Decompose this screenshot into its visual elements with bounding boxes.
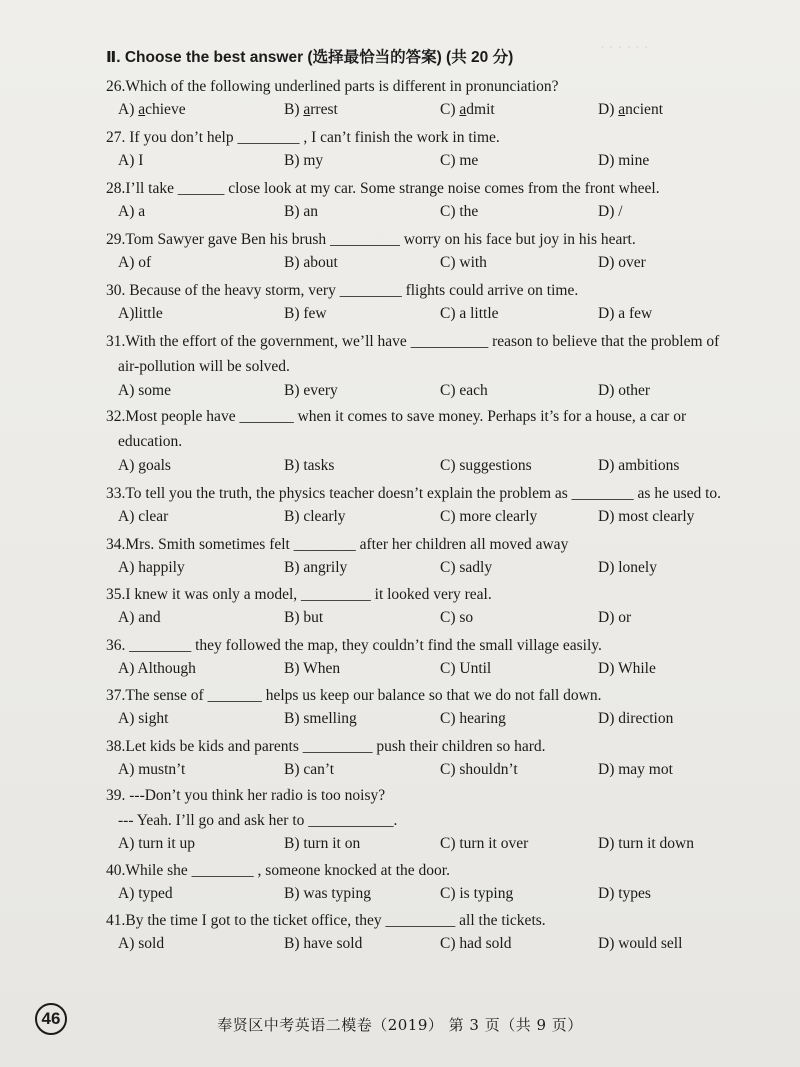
answer-option xyxy=(440,457,532,475)
option-label: A) mustn’t xyxy=(118,761,186,778)
option-label: A) clear xyxy=(118,508,169,525)
stem-text-after: , someone knocked at the door. xyxy=(257,862,450,879)
reply-text: --- Yeah. I’ll go and ask her to xyxy=(118,812,305,829)
answer-option xyxy=(440,203,478,221)
answer-blank: _________ xyxy=(302,738,373,755)
option-label: D) a few xyxy=(598,305,653,322)
stem-text: 41.By the time I got to the ticket office, they xyxy=(106,912,382,929)
option-label: A)little xyxy=(118,305,163,322)
question-stem xyxy=(106,229,746,251)
answer-blank: ______ xyxy=(177,180,225,197)
answer-option xyxy=(284,660,340,678)
option-label: B) every xyxy=(284,382,338,399)
option-label: B) have sold xyxy=(284,935,363,952)
answer-option xyxy=(118,152,143,170)
answer-option xyxy=(598,101,663,119)
answer-option xyxy=(284,609,323,627)
answer-options xyxy=(118,382,738,404)
question-stem-continued xyxy=(118,356,758,378)
answer-option xyxy=(284,835,360,853)
answer-options xyxy=(118,101,738,123)
option-label: B) turn it on xyxy=(284,835,361,852)
option-label: D) turn it down xyxy=(598,835,695,852)
answer-blank: ________ xyxy=(191,862,254,879)
option-label: A) xyxy=(118,101,139,118)
option-label: A) and xyxy=(118,609,161,626)
answer-options xyxy=(118,508,738,530)
option-label: D) xyxy=(598,101,619,118)
stem-text-after: they followed the map, they couldn’t find the small village easily. xyxy=(195,637,602,654)
answer-option xyxy=(598,660,656,678)
stem-text: 36. xyxy=(106,637,126,654)
answer-options xyxy=(118,935,738,957)
option-label: D) lonely xyxy=(598,559,657,576)
answer-option xyxy=(440,885,513,903)
answer-option xyxy=(118,559,185,577)
answer-option xyxy=(118,305,163,323)
page-badge: 46 xyxy=(35,1003,67,1035)
answer-blank: ___________ xyxy=(308,812,394,829)
question-stem xyxy=(106,910,746,932)
option-label: C) turn it over xyxy=(440,835,529,852)
option-label: C) me xyxy=(440,152,479,169)
answer-option xyxy=(598,559,657,577)
answer-options xyxy=(118,152,738,174)
answer-option xyxy=(284,101,338,119)
answer-option xyxy=(440,660,491,678)
answer-option xyxy=(284,935,362,953)
stem-text: 35.I knew it was only a model, xyxy=(106,586,298,603)
answer-options xyxy=(118,203,738,225)
stem-text: 26.Which of the following underlined parts is different in pronunciation? xyxy=(106,78,559,95)
answer-option xyxy=(284,761,334,779)
option-label: C) Until xyxy=(440,660,492,677)
option-label: B) but xyxy=(284,609,324,626)
answer-option xyxy=(118,382,171,400)
answer-option xyxy=(598,254,646,272)
option-label: D) may mot xyxy=(598,761,673,778)
answer-option xyxy=(118,508,168,526)
underlined-letter: a xyxy=(303,101,311,118)
question-stem xyxy=(106,785,746,807)
option-label: A) of xyxy=(118,254,152,271)
option-label: D) direction xyxy=(598,710,674,727)
option-label: B) was typing xyxy=(284,885,371,902)
question-stem xyxy=(106,76,746,98)
answer-option xyxy=(598,457,679,475)
option-label: B) smelling xyxy=(284,710,357,727)
option-label: C) the xyxy=(440,203,479,220)
answer-option xyxy=(118,609,161,627)
option-label: A) sight xyxy=(118,710,169,727)
answer-option xyxy=(440,101,495,119)
answer-blank: _________ xyxy=(330,231,400,248)
option-label: B) my xyxy=(284,152,324,169)
answer-option xyxy=(598,203,623,221)
option-label: C) more clearly xyxy=(440,508,538,525)
answer-option xyxy=(598,152,649,170)
option-label: D) most clearly xyxy=(598,508,695,525)
question-stem xyxy=(106,127,746,149)
option-label: C) so xyxy=(440,609,474,626)
answer-options xyxy=(118,559,738,581)
stem-text-after: reason to believe that the problem of xyxy=(492,333,720,350)
underlined-letter: a xyxy=(618,101,626,118)
answer-option xyxy=(118,935,164,953)
stem-text-after: flights could arrive on time. xyxy=(405,282,579,299)
option-label: D) mine xyxy=(598,152,650,169)
answer-options xyxy=(118,885,738,907)
question-stem xyxy=(106,736,746,758)
option-label-rest: ncient xyxy=(625,101,663,118)
stem-text: 31.With the effort of the government, we’ll have xyxy=(106,333,407,350)
answer-option xyxy=(284,382,338,400)
option-label: D) types xyxy=(598,885,651,902)
option-label: C) shouldn’t xyxy=(440,761,518,778)
option-label: A) sold xyxy=(118,935,165,952)
question-stem xyxy=(106,584,746,606)
option-label: B) clearly xyxy=(284,508,346,525)
answer-blank: _______ xyxy=(239,408,294,425)
answer-option xyxy=(118,203,145,221)
answer-option xyxy=(118,660,196,678)
page-footer xyxy=(0,1014,800,1035)
answer-option xyxy=(284,508,346,526)
answer-option xyxy=(118,761,185,779)
answer-option xyxy=(598,935,682,953)
question-stem-continued xyxy=(118,431,758,453)
option-label-rest: rrest xyxy=(310,101,338,118)
answer-option xyxy=(118,835,195,853)
answer-option xyxy=(440,559,492,577)
question-stem xyxy=(106,685,746,707)
option-label: C) is typing xyxy=(440,885,514,902)
option-label-rest: dmit xyxy=(466,101,495,118)
stem-text: 27. If you don’t help xyxy=(106,129,234,146)
option-label: C) with xyxy=(440,254,487,271)
answer-option xyxy=(440,835,528,853)
stem-text: 40.While she xyxy=(106,862,188,879)
option-label: B) angrily xyxy=(284,559,348,576)
bleed-through-text: · · · · · · xyxy=(600,40,649,56)
footer-text: 奉贤区中考英语二模卷（2019） 第 3 页（共 9 页） xyxy=(217,1016,583,1034)
stem-text-after: close look at my car. Some strange noise comes from the front wheel. xyxy=(228,180,660,197)
option-label: A) typed xyxy=(118,885,173,902)
option-label: C) xyxy=(440,101,460,118)
option-label: A) turn it up xyxy=(118,835,196,852)
stem-text-after: as he used to. xyxy=(637,485,722,502)
answer-option xyxy=(440,508,537,526)
option-label: C) a little xyxy=(440,305,499,322)
option-label: A) happily xyxy=(118,559,185,576)
option-label: C) suggestions xyxy=(440,457,532,474)
question-stem xyxy=(106,635,746,657)
answer-option xyxy=(598,508,694,526)
answer-options xyxy=(118,660,738,682)
answer-blank: __________ xyxy=(410,333,489,350)
answer-option xyxy=(284,203,318,221)
stem-text-after: helps us keep our balance so that we do not fall down. xyxy=(265,687,602,704)
section-title: Ⅱ. Choose the best answer (选择最恰当的答案) (共 20 分) xyxy=(106,49,514,66)
option-label: C) each xyxy=(440,382,488,399)
stem-text-after: it looked very real. xyxy=(374,586,492,603)
option-label: B) can’t xyxy=(284,761,335,778)
option-label: D) over xyxy=(598,254,646,271)
stem-text: 38.Let kids be kids and parents xyxy=(106,738,299,755)
answer-option xyxy=(284,559,347,577)
option-label: B) an xyxy=(284,203,319,220)
option-label: A) goals xyxy=(118,457,171,474)
option-label: D) other xyxy=(598,382,651,399)
option-label: D) While xyxy=(598,660,656,677)
answer-option xyxy=(440,935,511,953)
answer-option xyxy=(284,457,334,475)
answer-option xyxy=(440,609,473,627)
option-label: C) hearing xyxy=(440,710,506,727)
question-stem xyxy=(106,483,746,505)
answer-option xyxy=(440,305,499,323)
answer-option xyxy=(118,101,186,119)
stem-text: 28.I’ll take xyxy=(106,180,175,197)
question-stem xyxy=(106,860,746,882)
answer-option xyxy=(118,254,151,272)
reply-text-after: . xyxy=(393,812,398,829)
answer-blank: ________ xyxy=(237,129,300,146)
answer-blank: ________ xyxy=(571,485,634,502)
answer-option xyxy=(440,254,487,272)
answer-option xyxy=(598,305,652,323)
answer-options xyxy=(118,609,738,631)
question-stem xyxy=(106,406,746,428)
option-label: D) or xyxy=(598,609,632,626)
option-label: D) ambitions xyxy=(598,457,680,474)
answer-option xyxy=(284,305,327,323)
stem-text-after: worry on his face but joy in his heart. xyxy=(403,231,636,248)
option-label: D) / xyxy=(598,203,623,220)
stem-text: 29.Tom Sawyer gave Ben his brush xyxy=(106,231,327,248)
answer-option xyxy=(440,710,506,728)
answer-blank: _______ xyxy=(207,687,262,704)
option-label: B) When xyxy=(284,660,341,677)
answer-option xyxy=(284,885,371,903)
answer-options xyxy=(118,457,738,479)
answer-blank: _________ xyxy=(385,912,456,929)
answer-option xyxy=(284,254,338,272)
option-label: B) few xyxy=(284,305,327,322)
answer-blank: _________ xyxy=(301,586,371,603)
answer-options xyxy=(118,254,738,276)
answer-options xyxy=(118,761,738,783)
option-label-rest: chieve xyxy=(145,101,186,118)
question-stem xyxy=(106,280,746,302)
answer-option xyxy=(598,761,673,779)
stem-text: 33.To tell you the truth, the physics teacher doesn’t explain the problem as xyxy=(106,485,568,502)
answer-option xyxy=(440,761,518,779)
option-label: C) had sold xyxy=(440,935,512,952)
option-label: A) some xyxy=(118,382,171,399)
question-stem xyxy=(106,331,746,353)
option-label: B) tasks xyxy=(284,457,335,474)
option-label: A) Although xyxy=(118,660,196,677)
answer-blank: ________ xyxy=(293,536,356,553)
stem-text-after: after her children all moved away xyxy=(359,536,569,553)
option-label: A) I xyxy=(118,152,144,169)
answer-option xyxy=(598,835,694,853)
stem-text-after: when it comes to save money. Perhaps it’s for a house, a car or xyxy=(297,408,687,425)
answer-option xyxy=(118,457,171,475)
option-label: B) about xyxy=(284,254,338,271)
stem-text: 37.The sense of xyxy=(106,687,204,704)
answer-options xyxy=(118,305,738,327)
answer-option xyxy=(118,885,173,903)
answer-options xyxy=(118,835,738,857)
stem-text: 30. Because of the heavy storm, very xyxy=(106,282,336,299)
answer-option xyxy=(284,710,357,728)
answer-option xyxy=(598,609,631,627)
question-stem xyxy=(106,178,746,200)
stem-text: 32.Most people have xyxy=(106,408,236,425)
option-label: C) sadly xyxy=(440,559,493,576)
option-label: D) would sell xyxy=(598,935,683,952)
underlined-letter: a xyxy=(459,101,467,118)
answer-option xyxy=(440,152,478,170)
option-label: A) a xyxy=(118,203,146,220)
question-stem xyxy=(106,534,746,556)
answer-option xyxy=(440,382,488,400)
stem-text: education. xyxy=(118,433,183,450)
option-label: B) xyxy=(284,101,304,118)
stem-text-after: push their children so hard. xyxy=(376,738,546,755)
stem-text: air-pollution will be solved. xyxy=(118,358,290,375)
dialogue-reply xyxy=(118,810,758,832)
answer-option xyxy=(598,710,673,728)
underlined-letter: a xyxy=(138,101,146,118)
answer-blank: ________ xyxy=(339,282,402,299)
stem-text: 39. ---Don’t you think her radio is too noisy? xyxy=(106,787,386,804)
stem-text: 34.Mrs. Smith sometimes felt xyxy=(106,536,290,553)
answer-options xyxy=(118,710,738,732)
stem-text-after: , I can’t finish the work in time. xyxy=(303,129,500,146)
stem-text-after: all the tickets. xyxy=(459,912,546,929)
answer-option xyxy=(598,885,651,903)
answer-blank: ________ xyxy=(129,637,192,654)
answer-option xyxy=(284,152,323,170)
answer-option xyxy=(118,710,168,728)
answer-option xyxy=(598,382,650,400)
